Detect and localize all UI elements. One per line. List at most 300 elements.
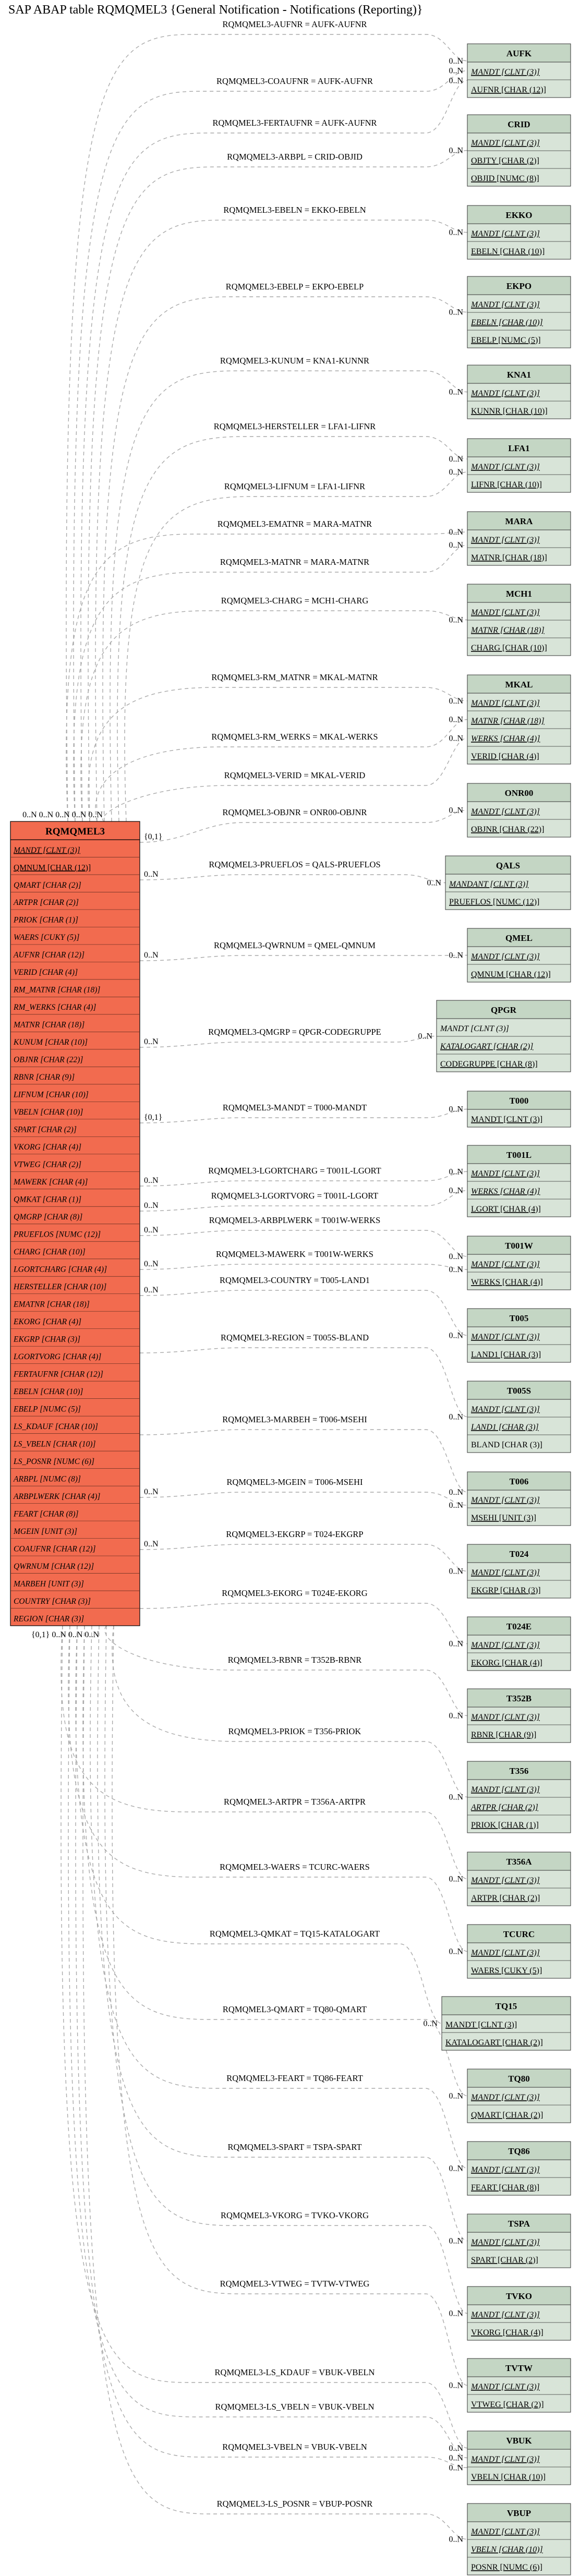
table-field: MANDT [CLNT (3)] (471, 139, 540, 148)
table-field: OBJTY [CHAR (2)] (471, 156, 539, 165)
relation-edge-rqmqmel3-fertaufnr-aufk-aufnr (81, 80, 467, 821)
relation-cardinality-target: 0..N (449, 1105, 463, 1114)
relation-cardinality-source: 0..N (144, 1176, 159, 1185)
table-vbuk[interactable] (467, 2431, 571, 2485)
table-field: CHARG [CHAR (10)] (471, 644, 547, 652)
relation-cardinality-target: 0..N (449, 1265, 463, 1274)
table-field: MANDANT [CLNT (3)] (449, 880, 529, 889)
relation-label: RQMQMEL3-QWRNUM = QMEL-QMNUM (214, 940, 376, 950)
relation-cardinality-target: 0..N (449, 1567, 463, 1576)
relation-label: RQMQMEL3-QMART = TQ80-QMART (222, 2004, 367, 2014)
main-table-field: LS_VBELN [CHAR (10)] (14, 1440, 96, 1449)
relation-label: RQMQMEL3-FERTAUFNR = AUFK-AUFNR (212, 118, 377, 128)
table-t024e[interactable] (467, 1617, 571, 1671)
main-table-field: MANDT [CLNT (3)] (14, 845, 80, 855)
table-field: VTWEG [CHAR (2)] (471, 2400, 544, 2409)
relation-cardinality-source: 0..N (144, 1260, 159, 1268)
relation-cardinality-source: 0..N (144, 1201, 159, 1210)
table-field: VBELN [CHAR (10)] (471, 2473, 546, 2482)
table-name: AUFK (506, 49, 532, 58)
table-field: FEART [CHAR (8)] (471, 2183, 540, 2192)
relation-edge-rqmqmel3-prueflos-qals-prueflos (140, 875, 445, 883)
table-kna1[interactable] (467, 365, 571, 419)
table-field: MANDT [CLNT (3)] (471, 2166, 540, 2174)
main-table-field: MATNR [CHAR (18)] (14, 1020, 85, 1030)
table-vbup[interactable] (467, 2504, 571, 2575)
main-table-name: RQMQMEL3 (45, 826, 105, 837)
relation-edge-rqmqmel3-vbeln-vbuk-vbeln (76, 1626, 467, 2468)
table-field: PRUEFLOS [NUMC (12)] (449, 898, 540, 906)
relation-edge-rqmqmel3-qmart-tq80-qmart (83, 1626, 467, 2096)
table-field: KATALOGART [CHAR (2)] (445, 2038, 543, 2047)
relation-label: RQMQMEL3-PRUEFLOS = QALS-PRUEFLOS (209, 860, 381, 869)
relation-edge-rqmqmel3-qwrnum-qmel-qmnum (140, 956, 467, 961)
relation-label: RQMQMEL3-LGORTCHARG = T001L-LGORT (208, 1166, 381, 1176)
relation-cardinality-target: 0..N (449, 1711, 463, 1721)
table-field: MANDT [CLNT (3)] (471, 952, 540, 961)
table-field: WERKS [CHAR (4)] (471, 734, 540, 743)
table-name: T005 (509, 1313, 529, 1323)
table-field: LGORT [CHAR (4)] (471, 1205, 541, 1214)
table-field: AUFNR [CHAR (12)] (471, 86, 546, 94)
table-t005s[interactable] (467, 1381, 571, 1453)
relation-cardinality-target: 0..N (449, 308, 463, 317)
relation-label: RQMQMEL3-QMGRP = QPGR-CODEGRUPPE (208, 1027, 381, 1037)
relation-labels-layer (144, 19, 463, 2544)
relation-label: RQMQMEL3-LS_POSNR = VBUP-POSNR (216, 2499, 373, 2509)
table-field: KATALOGART [CHAR (2)] (440, 1042, 534, 1051)
relation-cardinality-target: 0..N (449, 2444, 463, 2453)
table-field: MANDT [CLNT (3)] (471, 1405, 540, 1414)
table-name: EKKO (505, 210, 533, 220)
table-name: T006 (509, 1477, 529, 1486)
relation-edge-rqmqmel3-ls-kdauf-vbuk-vbeln (61, 1626, 467, 2448)
table-onr00[interactable] (467, 783, 571, 837)
relation-edge-rqmqmel3-rm-matnr-mkal-matnr (88, 687, 467, 821)
table-field: MANDT [CLNT (3)] (471, 2093, 540, 2102)
table-mch1[interactable] (467, 584, 571, 656)
relation-cardinality-target: 0..N (449, 2091, 463, 2101)
main-table-rqmqmel3[interactable] (10, 811, 140, 1639)
table-tvko[interactable] (467, 2287, 571, 2340)
main-table-field: ARTPR [CHAR (2)] (14, 898, 79, 908)
table-name: MCH1 (505, 589, 533, 599)
main-table-field: QWRNUM [CHAR (12)] (14, 1562, 94, 1571)
relation-cardinality-target: 0..N (449, 66, 463, 76)
relation-cardinality-target: 0..N (449, 1186, 463, 1195)
main-table-field: LIFNUM [CHAR (10)] (14, 1090, 89, 1099)
relation-label: RQMQMEL3-EBELP = EKPO-EBELP (225, 282, 364, 292)
main-table-field: AUFNR [CHAR (12)] (14, 950, 85, 960)
table-field: MANDT [CLNT (3)] (471, 229, 540, 238)
relation-label: RQMQMEL3-ARBPL = CRID-OBJID (227, 152, 362, 162)
main-table-field: EKGRP [CHAR (3)] (14, 1335, 81, 1344)
table-qpgr[interactable] (437, 1000, 571, 1072)
relation-label: RQMQMEL3-LGORTVORG = T001L-LGORT (211, 1191, 379, 1201)
relation-cardinality-target: 0..N (449, 951, 463, 960)
main-table-field: ARBPL [NUMC (8)] (14, 1474, 81, 1484)
relation-cardinality-target: 0..N (449, 1793, 463, 1802)
main-table-field: COUNTRY [CHAR (3)] (14, 1597, 91, 1606)
relation-cardinality-target: 0..N (449, 2381, 463, 2390)
table-name: T000 (509, 1096, 529, 1106)
relation-cardinality-target: 0..N (449, 1167, 463, 1177)
relation-cardinality-target: 0..N (449, 696, 463, 706)
relation-label: RQMQMEL3-CHARG = MCH1-CHARG (221, 596, 369, 606)
table-name: MKAL (505, 680, 533, 690)
table-name: T001L (506, 1150, 532, 1160)
main-bottom-cardinality: {0,1} 0..N 0..N 0..N (31, 1630, 100, 1639)
table-field: LAND1 [CHAR (3)] (471, 1350, 541, 1359)
relation-cardinality-target: 0..N (423, 2019, 438, 2028)
table-field: WERKS [CHAR (4)] (471, 1187, 540, 1196)
table-lfa1[interactable] (467, 439, 571, 492)
table-field: VKORG [CHAR (4)] (471, 2328, 543, 2337)
main-table-field: LGORTCHARG [CHAR (4)] (14, 1265, 107, 1274)
table-mkal[interactable] (467, 675, 571, 764)
relation-cardinality-target: 0..N (449, 56, 463, 66)
relation-cardinality-target: 0..N (449, 541, 463, 550)
table-field: MANDT [CLNT (3)] (471, 389, 540, 398)
table-field: MSEHI [UNIT (3)] (471, 1514, 537, 1522)
table-field: MANDT [CLNT (3)] (471, 1785, 540, 1794)
table-field: EBELN [CHAR (10)] (471, 318, 543, 327)
relation-edge-rqmqmel3-priok-t356-priok (112, 1626, 467, 1797)
table-name: TVTW (505, 2363, 533, 2373)
table-tspa[interactable] (467, 2214, 571, 2268)
table-name: KNA1 (506, 370, 531, 380)
relation-edge-rqmqmel3-qmgrp-qpgr-codegruppe (140, 1036, 437, 1048)
table-field: EBELN [CHAR (10)] (471, 247, 545, 256)
relation-cardinality-source: 0..N (144, 1226, 159, 1235)
table-field: QMNUM [CHAR (12)] (471, 970, 551, 979)
table-tvtw[interactable] (467, 2359, 571, 2412)
table-field: MATNR [CHAR (18)] (471, 553, 547, 562)
table-field: MANDT [CLNT (3)] (471, 699, 540, 708)
main-table-field: CHARG [CHAR (10)] (14, 1248, 86, 1257)
table-field: MANDT [CLNT (3)] (471, 68, 540, 77)
relation-label: RQMQMEL3-HERSTELLER = LFA1-LIFNR (213, 421, 376, 431)
relation-label: RQMQMEL3-COAUFNR = AUFK-AUFNR (216, 76, 373, 86)
main-table-field: RBNR [CHAR (9)] (14, 1073, 75, 1082)
table-name: LFA1 (508, 443, 530, 453)
relation-edge-rqmqmel3-qmkat-tq15-katalogart (76, 1626, 442, 2024)
table-field: WAERS [CUKY (5)] (471, 1966, 542, 1975)
table-qmel[interactable] (467, 928, 571, 982)
relation-cardinality-target: 0..N (418, 1032, 432, 1041)
table-field: MANDT [CLNT (3)] (471, 2455, 540, 2464)
table-field: VBELN [CHAR (10)] (471, 2545, 543, 2554)
table-field: MANDT [CLNT (3)] (471, 2311, 540, 2319)
table-field: ARTPR [CHAR (2)] (471, 1894, 540, 1903)
table-field: MANDT [CLNT (3)] (471, 300, 540, 309)
relation-cardinality-target: 0..N (449, 1412, 463, 1422)
table-field: MANDT [CLNT (3)] (445, 2021, 517, 2029)
table-name: CRID (508, 119, 530, 129)
table-field: LIFNR [CHAR (10)] (471, 480, 542, 489)
relation-edge-rqmqmel3-ls-vbeln-vbuk-vbeln (68, 1626, 467, 2458)
relation-label: RQMQMEL3-LS_VBELN = VBUK-VBELN (215, 2402, 374, 2412)
table-field: CODEGRUPPE [CHAR (8)] (440, 1060, 538, 1069)
relation-cardinality-source: 0..N (144, 1540, 159, 1549)
table-field: MANDT [CLNT (3)] (471, 1496, 540, 1505)
table-field: OBJNR [CHAR (22)] (471, 825, 545, 834)
table-field: MANDT [CLNT (3)] (471, 1169, 540, 1178)
table-mara[interactable] (467, 512, 571, 565)
main-table-layer (10, 811, 140, 1639)
table-field: MATNR [CHAR (18)] (471, 626, 545, 635)
table-qals[interactable] (445, 856, 571, 910)
relation-cardinality-target: 0..N (449, 1639, 463, 1649)
table-name: ONR00 (504, 788, 534, 798)
main-table-field: EBELN [CHAR (10)] (14, 1387, 83, 1396)
table-t005[interactable] (467, 1309, 571, 1362)
main-table-field: VTWEG [CHAR (2)] (14, 1160, 82, 1169)
relation-cardinality-target: 0..N (449, 2164, 463, 2173)
relation-label: RQMQMEL3-EBELN = EKKO-EBELN (223, 205, 366, 215)
table-field: PRIOK [CHAR (1)] (471, 1821, 539, 1830)
relation-cardinality-source: {0,1} (144, 1113, 163, 1122)
main-table-field: REGION [CHAR (3)] (14, 1614, 84, 1624)
relation-label: RQMQMEL3-RBNR = T352B-RBNR (227, 1655, 362, 1665)
relation-label: RQMQMEL3-EMATNR = MARA-MATNR (217, 519, 372, 529)
table-t000[interactable] (467, 1091, 571, 1127)
table-field: MANDT [CLNT (3)] (471, 807, 540, 816)
main-table-field: OBJNR [CHAR (22)] (14, 1055, 83, 1065)
relation-edge-rqmqmel3-ekorg-t024e-ekorg (140, 1603, 467, 1644)
table-field: MANDT [CLNT (3)] (471, 2383, 540, 2391)
main-table-field: MGEIN [UNIT (3)] (14, 1527, 77, 1536)
table-field: MANDT [CLNT (3)] (471, 608, 540, 617)
table-name: TQ86 (508, 2146, 530, 2156)
relation-cardinality-target: 0..N (449, 715, 463, 724)
main-table-field: COAUFNR [CHAR (12)] (14, 1544, 96, 1554)
main-table-field: LS_KDAUF [CHAR (10)] (14, 1422, 98, 1431)
table-t006[interactable] (467, 1472, 571, 1526)
table-name: T024E (506, 1622, 532, 1631)
table-field: EKORG [CHAR (4)] (471, 1659, 542, 1667)
main-table-field: LS_POSNR [NUMC (6)] (14, 1457, 95, 1466)
relation-label: RQMQMEL3-WAERS = TCURC-WAERS (220, 1862, 370, 1872)
relation-label: RQMQMEL3-REGION = T005S-BLAND (221, 1333, 369, 1343)
relation-cardinality-target: 0..N (449, 806, 463, 815)
relation-cardinality-target: 0..N (449, 2535, 463, 2544)
table-field: SPART [CHAR (2)] (471, 2256, 538, 2265)
main-table-field: FEART [CHAR (8)] (14, 1509, 79, 1519)
relation-cardinality-target: 0..N (449, 228, 463, 237)
table-field: QMART [CHAR (2)] (471, 2111, 543, 2120)
relation-label: RQMQMEL3-ARTPR = T356A-ARTPR (224, 1797, 366, 1807)
table-t356[interactable] (467, 1761, 571, 1833)
relation-cardinality-target: 0..N (449, 146, 463, 155)
main-table-field: VERID [CHAR (4)] (14, 968, 78, 977)
main-table-field: MARBEH [UNIT (3)] (14, 1579, 84, 1589)
relation-label: RQMQMEL3-ARBPLWERK = T001W-WERKS (209, 1215, 381, 1225)
main-table-field: WAERS [CUKY (5)] (14, 933, 80, 942)
relation-label: RQMQMEL3-QMKAT = TQ15-KATALOGART (209, 1929, 380, 1939)
related-tables-layer (437, 44, 571, 2575)
main-table-field: KUNUM [CHAR (10)] (14, 1038, 88, 1047)
table-tcurc[interactable] (467, 1925, 571, 1978)
table-name: TQ80 (508, 2074, 530, 2084)
table-tq80[interactable] (467, 2069, 571, 2123)
table-field: EBELP [NUMC (5)] (471, 336, 541, 345)
table-ekko[interactable] (467, 205, 571, 259)
main-table-field: RM_WERKS [CHAR (4)] (14, 1003, 96, 1012)
table-name: T352B (506, 1694, 532, 1703)
relation-cardinality-target: 0..N (449, 734, 463, 743)
relation-edge-rqmqmel3-waers-tcurc-waers (68, 1626, 467, 1952)
relation-label: RQMQMEL3-EKGRP = T024-EKGRP (226, 1529, 364, 1539)
main-table-field: QMKAT [CHAR (1)] (14, 1195, 82, 1204)
table-field: MANDT [CLNT (3)] (471, 2527, 540, 2536)
relation-label: RQMQMEL3-PRIOK = T356-PRIOK (228, 1726, 361, 1736)
relation-cardinality-target: 0..N (449, 1252, 463, 1261)
relation-cardinality-target: 0..N (449, 1947, 463, 1956)
table-tq86[interactable] (467, 2142, 571, 2195)
main-top-cardinality: 0..N 0..N 0..N 0..N 0..N (22, 811, 103, 819)
table-name: TQ15 (495, 2001, 517, 2011)
table-field: MANDT [CLNT (3)] (471, 1949, 540, 1957)
table-field: POSNR [NUMC (6)] (471, 2563, 542, 2572)
table-field: VERID [CHAR (4)] (471, 752, 539, 761)
table-field: MANDT [CLNT (3)] (471, 2238, 540, 2247)
relation-edge-rqmqmel3-country-t005-land1 (140, 1290, 467, 1336)
relation-cardinality-target: 0..N (449, 468, 463, 477)
table-name: T024 (509, 1549, 529, 1559)
relation-label: RQMQMEL3-RM_WERKS = MKAL-WERKS (211, 732, 378, 742)
relation-label: RQMQMEL3-SPART = TSPA-SPART (227, 2142, 362, 2152)
table-field: MANDT [CLNT (3)] (471, 1333, 540, 1341)
relation-edge-rqmqmel3-ekgrp-t024-ekgrp (140, 1544, 467, 1571)
table-field: LAND1 [CHAR (3)] (471, 1423, 539, 1432)
relation-label: RQMQMEL3-MAWERK = T001W-WERKS (216, 1249, 373, 1259)
table-field: MANDT [CLNT (3)] (471, 536, 540, 545)
table-name: QPGR (490, 1005, 517, 1015)
table-field: MANDT [CLNT (3)] (471, 1713, 540, 1722)
relation-cardinality-source: 0..N (144, 951, 159, 960)
table-field: ARTPR [CHAR (2)] (471, 1803, 538, 1812)
table-field: WERKS [CHAR (4)] (471, 1278, 543, 1287)
relation-label: RQMQMEL3-LS_KDAUF = VBUK-VBELN (214, 2367, 375, 2377)
relation-label: RQMQMEL3-VERID = MKAL-VERID (224, 770, 366, 780)
main-table-field: EMATNR [CHAR (18)] (14, 1300, 90, 1309)
table-field: MANDT [CLNT (3)] (471, 1876, 540, 1885)
relation-label: RQMQMEL3-VKORG = TVKO-VKORG (221, 2210, 369, 2220)
relation-cardinality-target: 0..N (449, 1488, 463, 1497)
table-t001w[interactable] (467, 1236, 571, 1290)
relation-cardinality-target: 0..N (449, 76, 463, 86)
table-name: MARA (505, 516, 533, 526)
relation-edge-rqmqmel3-mgein-t006-msehi (140, 1492, 467, 1505)
table-crid[interactable] (467, 115, 571, 186)
relation-cardinality-source: {0,1} (144, 832, 163, 841)
relation-label: RQMQMEL3-EKORG = T024E-EKORG (222, 1588, 368, 1598)
relation-label: RQMQMEL3-COUNTRY = T005-LAND1 (220, 1275, 370, 1285)
relation-cardinality-target: 0..N (449, 2309, 463, 2318)
table-field: EKGRP [CHAR (3)] (471, 1586, 541, 1595)
table-name: T005S (506, 1386, 531, 1396)
relation-cardinality-target: 0..N (449, 1874, 463, 1884)
table-t356a[interactable] (467, 1852, 571, 1906)
relation-edge-rqmqmel3-rbnr-t352b-rbnr (105, 1626, 467, 1716)
relation-cardinality-target: 0..N (449, 388, 463, 397)
main-table-field: QMGRP [CHAR (8)] (14, 1213, 83, 1222)
diagram-title: SAP ABAP table RQMQMEL3 {General Notification - Notifications (Reporting)} (8, 3, 423, 17)
main-table-field: FERTAUFNR [CHAR (12)] (14, 1370, 103, 1379)
relation-cardinality-source: 0..N (144, 1487, 159, 1496)
relation-cardinality-target: 0..N (449, 2463, 463, 2473)
relation-label: RQMQMEL3-OBJNR = ONR00-OBJNR (222, 807, 367, 817)
relation-label: RQMQMEL3-MARBEH = T006-MSEHI (222, 1414, 367, 1424)
relation-cardinality-target: 0..N (449, 528, 463, 537)
relation-edge-rqmqmel3-hersteller-lfa1-lifnr (117, 437, 467, 821)
table-tq15[interactable] (442, 1997, 571, 2050)
relation-cardinality-source: 0..N (144, 870, 159, 879)
main-table-field: EKORG [CHAR (4)] (14, 1317, 82, 1326)
relation-label: RQMQMEL3-MATNR = MARA-MATNR (220, 557, 370, 567)
relation-cardinality-target: 0..N (449, 615, 463, 625)
relation-edge-rqmqmel3-feart-tq86-feart (90, 1626, 467, 2169)
main-table-field: QMART [CHAR (2)] (14, 880, 81, 890)
table-field: MANDT [CLNT (3)] (471, 1641, 540, 1650)
relation-label: RQMQMEL3-AUFNR = AUFK-AUFNR (222, 19, 367, 29)
relation-edge-rqmqmel3-coaufnr-aufk-aufnr (74, 71, 467, 822)
relation-label: RQMQMEL3-LIFNUM = LFA1-LIFNR (224, 481, 366, 491)
main-table-field: LGORTVORG [CHAR (4)] (14, 1352, 102, 1361)
main-table-field: ARBPLWERK [CHAR (4)] (14, 1492, 101, 1501)
table-name: T356 (509, 1766, 529, 1776)
table-field: MATNR [CHAR (18)] (471, 717, 545, 725)
table-name: T001W (505, 1241, 533, 1251)
relation-cardinality-target: 0..N (427, 878, 441, 888)
table-field: MANDT [CLNT (3)] (471, 1568, 540, 1577)
table-ekpo[interactable] (467, 276, 571, 348)
table-name: TSPA (508, 2219, 530, 2229)
table-name: T356A (506, 1857, 532, 1867)
main-table-field: EBELP [NUMC (5)] (14, 1405, 81, 1414)
relation-edge-rqmqmel3-region-t005s-bland (140, 1348, 467, 1417)
table-name: QMEL (505, 933, 533, 943)
table-t024[interactable] (467, 1544, 571, 1598)
table-t352b[interactable] (467, 1689, 571, 1743)
table-field: OBJID [NUMC (8)] (471, 174, 539, 183)
relation-label: RQMQMEL3-KUNUM = KNA1-KUNNR (220, 356, 370, 366)
relation-edge-rqmqmel3-mawerk-t001w-werks (140, 1264, 467, 1269)
relation-cardinality-target: 0..N (449, 2236, 463, 2246)
main-table-field: RM_MATNR [CHAR (18)] (14, 985, 101, 995)
relation-cardinality-target: 0..N (449, 2453, 463, 2463)
table-t001l[interactable] (467, 1145, 571, 1217)
relation-cardinality-source: 0..N (144, 1037, 159, 1046)
table-name: QALS (496, 861, 521, 870)
table-name: TVKO (505, 2291, 533, 2301)
relation-label: RQMQMEL3-RM_MATNR = MKAL-MATNR (211, 672, 378, 682)
table-aufk[interactable] (467, 44, 571, 98)
relation-label: RQMQMEL3-MANDT = T000-MANDT (222, 1103, 367, 1112)
main-table-field: HERSTELLER [CHAR (10)] (14, 1283, 107, 1292)
relation-cardinality-source: 0..N (144, 1286, 159, 1295)
relation-label: RQMQMEL3-MGEIN = T006-MSEHI (226, 1477, 363, 1487)
relation-edge-rqmqmel3-charg-mch1-charg (81, 611, 467, 821)
relation-cardinality-target: 0..N (449, 1331, 463, 1340)
table-field: RBNR [CHAR (9)] (471, 1731, 537, 1739)
table-name: EKPO (506, 281, 532, 291)
main-table-field: VKORG [CHAR (4)] (14, 1143, 82, 1152)
main-table-field: QMNUM [CHAR (12)] (14, 863, 91, 873)
table-name: TCURC (503, 1929, 535, 1939)
table-field: MANDT [CLNT (3)] (440, 1024, 509, 1033)
